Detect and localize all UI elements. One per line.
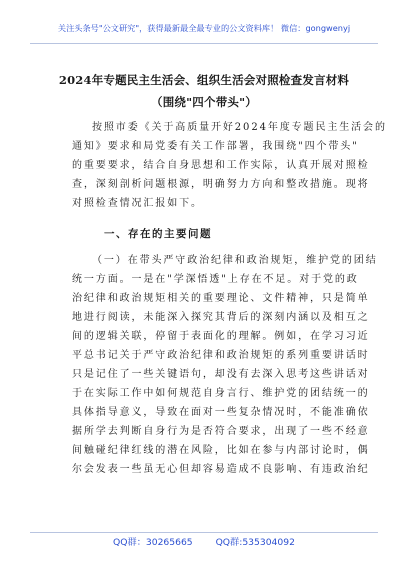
text-line: 于在实际工作中如何规范自身言行、维护党的团结统一的 xyxy=(72,388,370,399)
text-line: 的重要要求，结合自身思想和工作实际，认真开展对照检 xyxy=(72,160,370,171)
text-line: 间的逻辑关联，停留于表面化的理解。例如，在学习习近 xyxy=(72,331,370,342)
intro-paragraph xyxy=(72,118,387,213)
text-line: 通知》要求和局党委有关工作部署，我围绕"四个带头" xyxy=(72,141,359,152)
body-paragraph xyxy=(72,251,378,479)
text-line: 统一方面。一是在"学深悟透"上存在不足。对于党的政 xyxy=(72,274,359,285)
footer-banner xyxy=(30,532,378,554)
text-line: 据所学去判断自身行为是否符合要求，出现了一些不经意 xyxy=(72,426,370,437)
section-heading: 一、存在的主要问题 xyxy=(104,228,212,240)
footer-qq-group-2: QQ群:535304092 xyxy=(215,537,295,548)
header-banner: 关注头条号"公文研究"，获得最新最全最专业的公文资料库！ 微信：gongwenyj xyxy=(30,22,378,44)
text-line: 具体指导意义，导致在面对一些复杂情况时，不能准确依 xyxy=(72,407,370,418)
text-line: 治纪律和政治规矩相关的重要理论、文件精神，只是简单 xyxy=(72,293,370,304)
text-line: （一）在带头严守政治纪律和政治规矩，维护党的团结 xyxy=(92,255,378,266)
text-line: 查，深刻剖析问题根源，明确努力方向和整改措施。现将 xyxy=(72,179,370,190)
text-line: 间触碰纪律红线的潜在风险，比如在参与内部讨论时，偶 xyxy=(72,445,370,456)
text-line: 平总书记关于严守政治纪律和政治规矩的系列重要讲话时 xyxy=(72,350,370,361)
text-line: 地进行阅读，未能深入探究其背后的深刻内涵以及相互之 xyxy=(72,312,370,323)
text-line: 尔会发表一些虽无心但却容易造成不良影响、有违政治纪 xyxy=(72,464,370,475)
document-title: 2024年专题民主生活会、组织生活会对照检查发言材料 xyxy=(58,73,350,87)
text-line: 按照市委《关于高质量开好2024年度专题民主生活会的 xyxy=(92,122,387,133)
footer-qq-group-1: QQ群：30265665 xyxy=(113,537,193,548)
text-line: 只是记住了一些关键语句，却没有去深入思考这些讲话对 xyxy=(72,369,370,380)
text-line: 对照检查情况汇报如下。 xyxy=(72,198,203,209)
document-subtitle: （围绕"四个带头"） xyxy=(151,95,257,109)
